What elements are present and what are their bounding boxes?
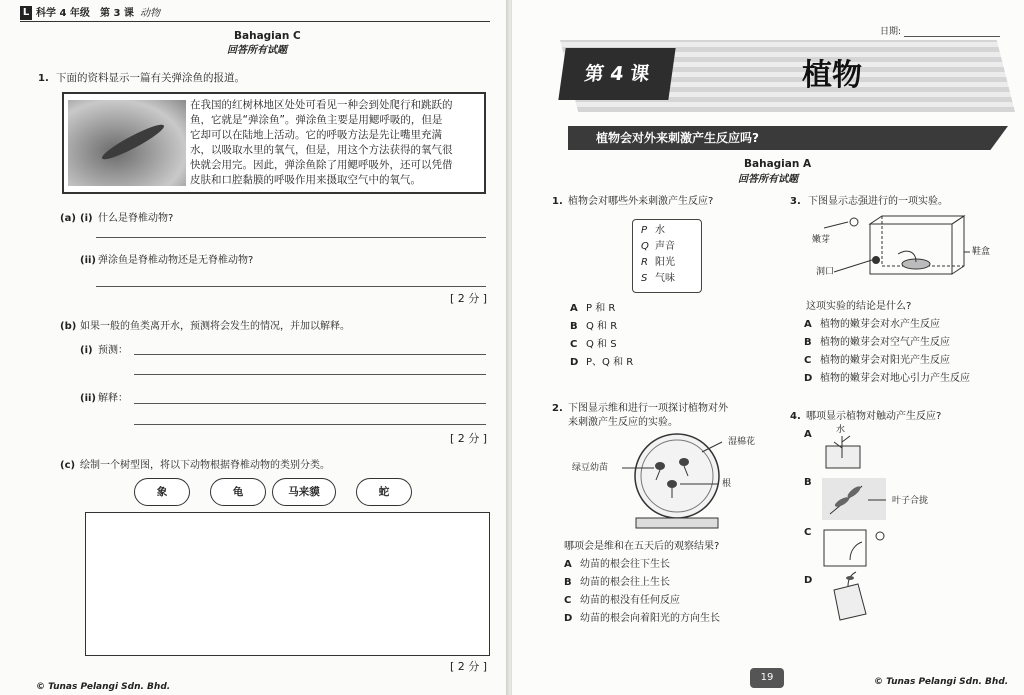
rq4-option-d[interactable]: D <box>804 575 813 586</box>
rq1-option-letter[interactable]: D <box>570 357 579 368</box>
answer-line[interactable] <box>96 286 486 287</box>
label-root: 根 <box>722 479 732 489</box>
qc-marks: [ 2 分 ] <box>450 660 488 673</box>
rq2-option-text[interactable]: 幼苗的根没有任何反应 <box>580 595 680 606</box>
left-page <box>0 0 508 695</box>
rq3-option-letter[interactable]: C <box>804 355 812 366</box>
qb-text: 如果一般的鱼类离开水，预测将会发生的情况，并加以解释。 <box>80 321 350 332</box>
rq1-number: 1. <box>552 196 563 207</box>
rq2-text-2: 来刺激产生反应的实验。 <box>568 417 678 428</box>
qa-ii-label: (ii) <box>80 255 96 266</box>
label-shoebox: 鞋盒 <box>972 247 991 257</box>
animal-elephant: 象 <box>134 478 190 506</box>
lesson-label: 第 4 课 <box>558 48 675 100</box>
fish-icon <box>99 120 166 163</box>
rq1-option-text[interactable]: Q 和 R <box>586 321 618 332</box>
label-hole: 洞口 <box>816 267 835 277</box>
label-leaves-fold: 叶子合拢 <box>892 496 929 506</box>
rq3-option-text[interactable]: 植物的嫩芽会对空气产生反应 <box>820 337 950 348</box>
qb-i-text: 预测： <box>98 345 128 356</box>
section-title: Bahagian C <box>234 30 301 42</box>
rq2-option-letter[interactable]: A <box>564 559 572 570</box>
section-instruction: 回答所有试题 <box>227 45 287 56</box>
rq1-option-letter[interactable]: A <box>570 303 578 314</box>
label-sprout: 嫩芽 <box>812 235 831 245</box>
qb-ii-text: 解释： <box>98 393 128 404</box>
qb-ii-label: (ii) <box>80 393 96 404</box>
section-instruction: 回答所有试题 <box>738 174 798 185</box>
stimuli-box: P 水 Q 声音 R 阳光 S 气味 <box>632 219 702 293</box>
qa-marks: [ 2 分 ] <box>450 292 488 305</box>
option-b-touch-plant <box>822 478 886 520</box>
qb-i-label: (i) <box>80 345 93 356</box>
passage-text: 在我国的红树林地区处处可看见一种会到处爬行和跳跃的 鱼，它就是“弹涂鱼”。弹涂鱼主要是用鳃呼吸的，但是 它却可以在陆地上活动。它的呼吸方法是先让嘴里充满 水，以吸取水里的氧气，但是，用这个方法获得的氧气很 快就会用完。因此，弹涂鱼除了用鳃呼吸外，还可以凭借 皮肤和口腔黏膜的呼吸作用来摄取空气中的氧气。 <box>190 99 453 186</box>
answer-line[interactable] <box>134 354 486 355</box>
rq2-option-text[interactable]: 幼苗的根会往下生长 <box>580 559 670 570</box>
answer-line[interactable] <box>96 237 486 238</box>
answer-line[interactable] <box>134 403 486 404</box>
rq1-option-text[interactable]: P、Q 和 R <box>586 357 634 368</box>
page-number: 19 <box>750 668 784 688</box>
rq3-question: 这项实验的结论是什么? <box>806 301 912 312</box>
label-wet-cotton: 湿棉花 <box>728 437 756 447</box>
qa-ii-text: 弹涂鱼是脊椎动物还是无脊椎动物? <box>98 255 254 266</box>
subtitle: 植物会对外来刺激产生反应吗? <box>596 131 759 145</box>
rq3-option-letter[interactable]: A <box>804 319 812 330</box>
rq2-option-text[interactable]: 幼苗的根会向着阳光的方向生长 <box>580 613 720 624</box>
q1-intro: 下面的资料显示一篇有关弹涂鱼的报道。 <box>56 72 245 84</box>
mudskipper-photo <box>68 100 186 186</box>
answer-line[interactable] <box>134 424 486 425</box>
qb-marks: [ 2 分 ] <box>450 432 488 445</box>
animal-snake: 蛇 <box>356 478 412 506</box>
rq3-number: 3. <box>790 196 801 207</box>
rq1-option-letter[interactable]: B <box>570 321 578 332</box>
petri-dish-diagram <box>622 432 732 532</box>
header-lesson: 第 3 课 <box>100 8 134 19</box>
qa-i-label: (i) <box>80 213 93 224</box>
left-footer: © Tunas Pelangi Sdn. Bhd. <box>36 682 171 692</box>
shoebox-diagram <box>812 214 972 284</box>
rq1-text: 植物会对哪些外来刺激产生反应? <box>568 196 714 207</box>
rq2-number: 2. <box>552 403 563 414</box>
option-c-light-box <box>820 526 890 570</box>
rq2-option-text[interactable]: 幼苗的根会往上生长 <box>580 577 670 588</box>
section-title: Bahagian A <box>744 158 812 170</box>
publisher-logo: L <box>20 6 32 20</box>
rq3-option-text[interactable]: 植物的嫩芽会对阳光产生反应 <box>820 355 950 366</box>
label-seedling: 绿豆幼苗 <box>572 463 609 473</box>
date-label: 日期: <box>880 27 902 37</box>
q1-number: 1. <box>38 73 49 84</box>
animal-tortoise: 龟 <box>210 478 266 506</box>
lesson-title: 植物 <box>802 58 862 93</box>
right-footer: © Tunas Pelangi Sdn. Bhd. <box>874 677 1009 687</box>
rq1-option-text[interactable]: P 和 R <box>586 303 616 314</box>
rq4-option-b[interactable]: B <box>804 477 812 488</box>
qa-i-text: 什么是脊椎动物? <box>98 213 174 224</box>
rq3-option-text[interactable]: 植物的嫩芽会对地心引力产生反应 <box>820 373 970 384</box>
qa-label: (a) <box>60 213 76 224</box>
right-page <box>512 0 1024 695</box>
qc-text: 绘制一个树型图，将以下动物根据脊椎动物的类别分类。 <box>80 460 330 471</box>
rq2-question: 哪项会是维和在五天后的观察结果? <box>564 541 720 552</box>
tree-diagram-area[interactable] <box>85 512 490 656</box>
header-topic: 动物 <box>140 8 160 19</box>
header-rule <box>20 21 490 22</box>
rq3-text: 下图显示志强进行的一项实验。 <box>808 196 948 207</box>
rq3-option-letter[interactable]: B <box>804 337 812 348</box>
answer-line[interactable] <box>134 374 486 375</box>
animal-tapir: 马来貘 <box>272 478 336 506</box>
rq4-text: 哪项显示植物对触动产生反应? <box>806 411 942 422</box>
option-d-tilted-pot <box>820 570 870 622</box>
qb-label: (b) <box>60 321 77 332</box>
rq1-option-text[interactable]: Q 和 S <box>586 339 617 350</box>
header-subject: 科学 4 年级 <box>36 8 90 19</box>
qc-label: (c) <box>60 460 76 471</box>
rq4-number: 4. <box>790 411 801 422</box>
rq4-option-c[interactable]: C <box>804 527 812 538</box>
rq2-text-1: 下图显示维和进行一项探讨植物对外 <box>568 403 728 414</box>
rq1-option-letter[interactable]: C <box>570 339 578 350</box>
rq3-option-text[interactable]: 植物的嫩芽会对水产生反应 <box>820 319 940 330</box>
rq3-option-letter[interactable]: D <box>804 373 813 384</box>
rq2-option-letter[interactable]: C <box>564 595 572 606</box>
date-line[interactable] <box>904 36 1000 37</box>
passage-box <box>62 92 486 194</box>
rq2-option-letter[interactable]: B <box>564 577 572 588</box>
rq4-option-a[interactable]: A <box>804 429 812 440</box>
label-water: 水 <box>836 425 846 435</box>
rq2-option-letter[interactable]: D <box>564 613 573 624</box>
